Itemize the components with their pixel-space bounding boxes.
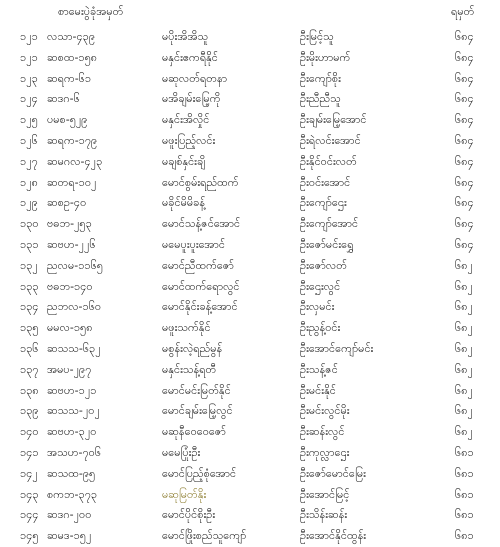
- student-name: မနှင်းအိလှိုင်: [162, 113, 210, 127]
- exam-number: ဆစထ-၁၅၈: [47, 50, 98, 64]
- exam-number: ညဘလ-၁၆၀: [47, 300, 102, 314]
- student-name: မောင်စွမ်းရည်ထက်: [162, 175, 239, 189]
- row-number: ၁၂၁: [20, 50, 38, 64]
- student-name: မနှင်းသန့်ရတီ: [162, 362, 217, 376]
- score: ၆၈၂: [455, 279, 473, 293]
- student-name: မမေပြုံးဦး: [162, 445, 201, 459]
- table-row: [0, 110, 500, 131]
- score: ၆၈၂: [455, 341, 473, 355]
- score: ၆၈၄: [455, 50, 474, 64]
- student-name: မောင်ထက်ရောလွင်: [162, 279, 240, 293]
- row-number: ၁၂၇: [20, 154, 38, 168]
- row-number: ၁၂၃: [20, 71, 38, 85]
- score: ၆၈၄: [455, 71, 474, 85]
- table-row: [0, 381, 500, 402]
- row-number: ၁၃၃: [20, 279, 39, 293]
- exam-number: ဆသသ-၂၀၂: [47, 404, 100, 418]
- score: ၆၈၂: [455, 383, 473, 397]
- table-row: [0, 485, 500, 506]
- score: ၆၈၂: [455, 425, 473, 439]
- father-name: ဦးရဲလင်းအောင်: [300, 133, 361, 147]
- student-name: မောင်ပြည့်စုံအောင်: [162, 466, 237, 480]
- table-row: [0, 69, 500, 90]
- row-number: ၁၂၁: [20, 30, 38, 43]
- score: ၆၈၂: [455, 258, 473, 272]
- score: ၆၈၄: [455, 92, 474, 106]
- table-row: [0, 256, 500, 277]
- score: ၆၈၁: [455, 487, 474, 501]
- exam-number: ဆရက-၆၁: [47, 71, 92, 85]
- score: ၆၈၄: [455, 30, 474, 43]
- row-number: ၁၄၄: [20, 508, 39, 522]
- father-name: ဦးသန့်ဇင်: [300, 362, 338, 376]
- exam-number: ဆစဥ-၄၀: [47, 196, 87, 210]
- score: ၆၈၂: [455, 321, 473, 335]
- student-name: မဖူးပြည့်လင်း: [162, 133, 216, 147]
- exam-number: မမလ-၁၅၈: [47, 321, 93, 335]
- student-name: မောင်မင်းမြတ်နိုင်: [162, 383, 231, 397]
- exam-number: ဆမဂလ-၄၂၃: [47, 154, 103, 168]
- table-row: [0, 443, 500, 464]
- student-name: မမေပူးပူးအောင်: [162, 237, 225, 251]
- table-row: [0, 235, 500, 256]
- table-row: [0, 48, 500, 69]
- score: ၆၈၄: [455, 237, 474, 251]
- row-number: ၁၄၅: [20, 529, 39, 543]
- row-number: ၁၄၁: [20, 445, 39, 459]
- father-name: ဦးမြင့်သူ: [300, 30, 334, 43]
- exam-number: ဆဒဂ-၂၀၀: [47, 508, 92, 522]
- student-name: မောင်ပိုင်စိုးဦး: [162, 508, 216, 522]
- father-name: ဦးဆန်းလွင်: [300, 425, 345, 439]
- score: ၆၈၂: [455, 300, 473, 314]
- table-row: [0, 277, 500, 298]
- row-number: ၁၂၆: [20, 133, 38, 147]
- exam-number: ဆဗဟ-၁၂၁: [47, 383, 97, 397]
- score: ၆၈၁: [455, 508, 474, 522]
- row-number: ၁၃၁: [20, 237, 39, 251]
- row-number: ၁၂၈: [20, 175, 38, 189]
- score: ၆၈၁: [455, 445, 474, 459]
- student-name: မောင်ချမ်းမြေ့လွင်: [162, 404, 233, 418]
- table-row: [0, 464, 500, 485]
- father-name: ဦးမိုးဟာမက်: [300, 50, 351, 64]
- table-row: [0, 27, 500, 48]
- row-number: ၁၃၉: [20, 404, 39, 418]
- father-name: ဦးမင်းလွင်မိုး: [300, 404, 350, 418]
- father-name: ဦးဝင်းအောင်: [300, 175, 351, 189]
- row-number: ၁၃၄: [20, 300, 39, 314]
- father-name: ဦးသိန်းဆန်း: [300, 508, 348, 522]
- student-name: မဖူးသက်နိုင်: [162, 321, 211, 335]
- table-row: [0, 173, 500, 194]
- exam-number: ဆတရ-၁၀၂: [47, 175, 97, 189]
- score: ၆၈၄: [455, 113, 474, 127]
- exam-number: ဆရက-၁၇၉: [47, 133, 98, 147]
- score: ၆၈၁: [455, 466, 474, 480]
- student-name: မောင်ဖြိုးစည်သူကျော်: [162, 529, 247, 543]
- row-number: ၁၃၆: [20, 341, 39, 355]
- table-row: [0, 401, 500, 422]
- student-name: မပိုးအိအိသူ: [162, 30, 209, 43]
- exam-number: လသာ-၄၃၉: [47, 30, 96, 43]
- table-row: [0, 152, 500, 173]
- table-row: [0, 360, 500, 381]
- row-number: ၁၃၅: [20, 321, 39, 335]
- father-name: ဦးဇော်မောင်မြေး: [300, 466, 366, 480]
- father-name: ဦးကုလ္လာဌေး: [300, 445, 350, 459]
- father-name: ဦးနိုင်ဝင်းလတ်: [300, 154, 357, 168]
- row-number: ၁၄၂: [20, 466, 38, 480]
- row-number: ၁၂၄: [20, 92, 38, 106]
- father-name: ဦးချမ်းမြေ့အောင်: [300, 113, 367, 127]
- student-name: မဆုမြတ်နိုး: [162, 487, 207, 501]
- header-score: ရမှတ်: [451, 5, 475, 18]
- score: ၆၈၄: [455, 154, 474, 168]
- father-name: ဦးဇော်လတ်: [300, 258, 347, 272]
- table-row: [0, 297, 500, 318]
- student-name: မစွန်းလဲ့ရည်မွန်: [162, 341, 223, 355]
- results-table: [0, 27, 500, 547]
- father-name: ဦးအောင်မြင့်: [300, 487, 350, 501]
- exam-number: ပမစ-၅၂၉: [47, 113, 88, 127]
- father-name: ဦးအောင်နိုင်ထွန်း: [300, 529, 367, 543]
- father-name: ဦးကျော်စိုး: [300, 71, 341, 85]
- table-row: [0, 526, 500, 547]
- score: ၆၈၁: [455, 529, 474, 543]
- father-name: ဦးကျော်ဌေး: [300, 196, 347, 210]
- father-name: ဦးဌေးလွင်: [300, 279, 341, 293]
- student-name: မခိုင်မိမိခန့်: [162, 196, 206, 210]
- row-number: ၁၃၂: [20, 258, 38, 272]
- score: ၆၈၄: [455, 196, 474, 210]
- exam-number: ဆဗဟ-၂၂၆: [47, 237, 96, 251]
- father-name: ဦးညွန့်ဝင်း: [300, 321, 341, 335]
- exam-number: ဆသသ-၆၃၂: [47, 341, 101, 355]
- father-name: ဦးလှမင်း: [300, 300, 335, 314]
- table-row: [0, 505, 500, 526]
- exam-number: စကဘ-၃၇၃: [47, 487, 98, 501]
- row-number: ၁၂၅: [20, 113, 38, 127]
- father-name: ဦးကျော်အောင်: [300, 217, 359, 231]
- score: ၆၈၄: [455, 217, 474, 231]
- score: ၆၈၄: [455, 133, 474, 147]
- row-number: ၁၃၇: [20, 362, 39, 376]
- exam-number: ဆဒဂ-၆: [47, 92, 80, 106]
- exam-number: ဆမဒ-၁၅၂: [47, 529, 92, 543]
- table-row: [0, 422, 500, 443]
- student-name: မနှင်းဧကရီနိုင်: [162, 50, 218, 64]
- father-name: ဦးအောင်ကျော်မင်း: [300, 341, 374, 355]
- row-number: ၁၄၀: [20, 425, 39, 439]
- table-row: [0, 318, 500, 339]
- student-name: မဆုလတ်ရတနာ: [162, 71, 228, 85]
- student-name: မအိချမ်းမြေ့ကို: [162, 92, 221, 106]
- student-name: မောင်သန့်ဇင်အောင်: [162, 217, 241, 231]
- row-number: ၁၄၃: [20, 487, 39, 501]
- father-name: ဦးမင်းနိုင်: [300, 383, 336, 397]
- row-number: ၁၃၀: [20, 217, 39, 231]
- student-name: မချစ်နှင်းချိ: [162, 154, 205, 168]
- student-name: မောင်နိုင်းခန့်အောင်: [162, 300, 238, 314]
- exam-number: အမပ-၂၉၇: [47, 362, 92, 376]
- table-header: [0, 0, 500, 21]
- header-exam-number: စာမေးပွဲခုံအမှတ်: [58, 5, 124, 18]
- exam-number: ဗဓဘ-၂၅၃: [47, 217, 92, 231]
- table-row: [0, 339, 500, 360]
- exam-number: ဆဗဟ-၃၂၀: [47, 425, 97, 439]
- father-name: ဦးညီညီသူ: [300, 92, 341, 106]
- exam-number: ဗဓဘ-၁၄၀: [47, 279, 93, 293]
- student-name: မောင်ညီထက်ဇော်: [162, 258, 234, 272]
- score: ၆၈၂: [455, 362, 473, 376]
- father-name: ဦးဇော်မင်းရွှေ: [300, 237, 354, 251]
- row-number: ၁၂၉: [20, 196, 38, 210]
- student-name: မဆုနီဝေဝေဇော်: [162, 425, 226, 439]
- row-number: ၁၃၈: [20, 383, 39, 397]
- table-row: [0, 89, 500, 110]
- table-row: [0, 193, 500, 214]
- exam-number: အသဟ-၇၀၆: [47, 445, 102, 459]
- score: ၆၈၄: [455, 175, 474, 189]
- table-row: [0, 214, 500, 235]
- exam-number: ညလမ-၁၁၆၅: [47, 258, 103, 272]
- exam-number: ဆသထ-၉၅: [47, 466, 96, 480]
- table-row: [0, 131, 500, 152]
- score: ၆၈၂: [455, 404, 473, 418]
